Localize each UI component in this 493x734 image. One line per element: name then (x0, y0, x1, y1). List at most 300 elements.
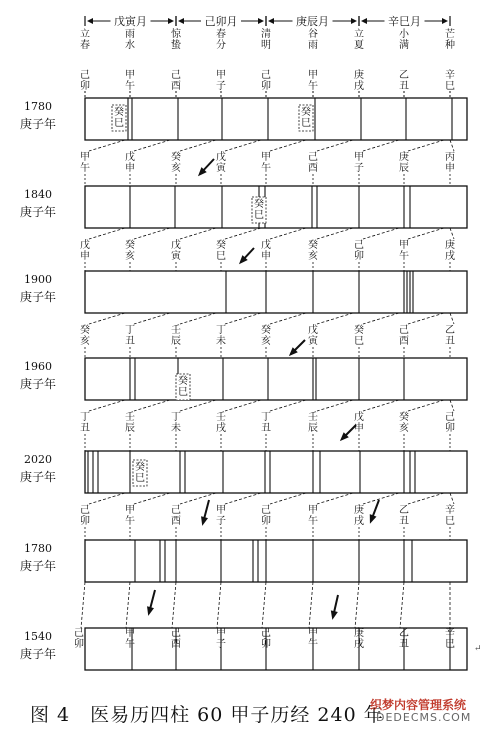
svg-text:戊: 戊 (171, 240, 181, 251)
ganzhi-label (80, 411, 90, 434)
svg-text:巳: 巳 (445, 516, 455, 527)
ganzhi-label (308, 151, 318, 174)
ganzhi-label (399, 324, 409, 347)
month-bracket (266, 14, 359, 28)
ganzhi-label (216, 150, 227, 174)
svg-text:子: 子 (216, 81, 226, 92)
svg-text:1900: 1900 (24, 273, 52, 286)
return-mark: ↵ (474, 644, 482, 654)
svg-text:己: 己 (171, 628, 181, 639)
svg-text:己: 己 (399, 325, 409, 336)
year-box (85, 98, 467, 140)
svg-text:甲: 甲 (261, 152, 271, 163)
guiyi-marker (178, 374, 188, 398)
svg-text:辰: 辰 (171, 336, 181, 347)
svg-text:丁: 丁 (171, 412, 181, 423)
row-year-label (20, 360, 56, 391)
shift-arrow (331, 595, 338, 620)
svg-text:巳: 巳 (445, 81, 455, 92)
figure-caption: 图 4 医易历四柱 60 甲子历经 240 年 (30, 704, 384, 726)
solar-term-label (445, 27, 455, 51)
svg-text:申: 申 (261, 251, 271, 262)
cycle-connector (450, 228, 454, 239)
ganzhi-label (354, 503, 364, 527)
svg-text:亥: 亥 (261, 336, 271, 347)
svg-text:壬: 壬 (171, 325, 181, 336)
svg-text:戊: 戊 (125, 152, 135, 163)
ganzhi-label (399, 69, 409, 92)
solar-term-label (354, 28, 364, 51)
svg-text:甲: 甲 (399, 240, 409, 251)
svg-text:2020: 2020 (24, 453, 52, 466)
svg-text:丑: 丑 (399, 516, 409, 527)
svg-text:庚子年: 庚子年 (19, 647, 57, 661)
ganzhi-label (308, 504, 318, 527)
cycle-connector (89, 400, 125, 411)
guiyi-marker (254, 197, 264, 221)
svg-text:午: 午 (308, 639, 318, 650)
svg-text:乙: 乙 (399, 70, 409, 81)
month-label: 己卯月 (204, 15, 238, 28)
ganzhi-label (445, 503, 455, 527)
svg-text:惊: 惊 (171, 29, 181, 40)
svg-text:庚子年: 庚子年 (19, 377, 57, 391)
svg-text:甲: 甲 (308, 505, 318, 516)
svg-text:己: 己 (171, 505, 181, 516)
cycle-connector (89, 228, 125, 239)
ganzhi-label (354, 151, 364, 174)
shift-arrow (370, 500, 379, 524)
svg-text:甲: 甲 (125, 70, 135, 81)
svg-text:卯: 卯 (80, 81, 90, 92)
svg-text:巳: 巳 (301, 118, 311, 129)
svg-text:寅: 寅 (216, 163, 226, 174)
cycle-connector (408, 400, 444, 411)
ganzhi-label (399, 410, 409, 434)
svg-text:庚子年: 庚子年 (19, 470, 57, 484)
svg-text:庚子年: 庚子年 (19, 559, 57, 573)
svg-text:癸: 癸 (125, 240, 135, 251)
svg-text:午: 午 (308, 516, 318, 527)
svg-text:己: 己 (261, 70, 271, 81)
ganzhi-label (261, 151, 271, 174)
ganzhi-label (216, 627, 226, 650)
svg-text:卯: 卯 (261, 639, 271, 650)
ganzhi-label (445, 151, 455, 174)
cycle-connector (317, 400, 353, 411)
svg-text:丑: 丑 (399, 81, 409, 92)
svg-text:戌: 戌 (354, 639, 364, 650)
svg-text:甲: 甲 (125, 505, 135, 516)
svg-text:戌: 戌 (354, 516, 364, 527)
ganzhi-label (445, 324, 455, 347)
svg-text:立: 立 (354, 29, 364, 40)
cycle-connector (317, 493, 353, 504)
svg-text:癸: 癸 (399, 412, 409, 423)
cycle-connector (363, 228, 399, 239)
svg-text:丁: 丁 (80, 412, 90, 423)
year-box (85, 540, 467, 582)
ganzhi-label (399, 627, 409, 650)
svg-text:午: 午 (125, 516, 135, 527)
svg-text:丑: 丑 (80, 423, 90, 434)
watermark-line-2: DEDECMS.COM (376, 711, 472, 724)
svg-text:寅: 寅 (171, 251, 181, 262)
svg-text:雨: 雨 (308, 40, 318, 51)
svg-text:庚: 庚 (399, 152, 409, 163)
cycle-connector (89, 313, 125, 324)
solar-term-label (261, 27, 271, 51)
svg-text:戊: 戊 (80, 240, 90, 251)
ganzhi-label (171, 69, 181, 92)
svg-text:巳: 巳 (114, 118, 124, 129)
ganzhi-label (216, 504, 226, 527)
svg-text:满: 满 (399, 40, 409, 51)
cycle-connector (363, 493, 399, 504)
svg-text:未: 未 (216, 336, 226, 347)
svg-text:酉: 酉 (171, 81, 181, 92)
ganzhi-label (354, 626, 364, 650)
cycle-connector (180, 140, 216, 151)
month-label: 戊寅月 (114, 15, 147, 28)
svg-text:卯: 卯 (261, 516, 271, 527)
cycle-connector (180, 228, 216, 239)
svg-text:酉: 酉 (399, 336, 409, 347)
year-box (85, 628, 467, 670)
svg-text:春: 春 (216, 29, 226, 40)
ganzhi-label (171, 238, 182, 262)
ganzhi-label (445, 626, 455, 650)
ganzhi-label (125, 69, 135, 92)
svg-text:卯: 卯 (445, 423, 455, 434)
row-year-label (20, 630, 56, 661)
svg-text:酉: 酉 (171, 516, 181, 527)
svg-text:种: 种 (445, 40, 455, 51)
ganzhi-label (261, 323, 271, 347)
row-year-label (20, 100, 56, 131)
shift-arrow (201, 500, 209, 526)
shift-arrow (198, 159, 214, 176)
cycle-connector (363, 400, 399, 411)
svg-text:巳: 巳 (445, 639, 455, 650)
watermark-line-1: 织梦内容管理系统 (370, 698, 467, 712)
svg-text:酉: 酉 (171, 639, 181, 650)
cycle-connector (408, 228, 444, 239)
svg-text:春: 春 (80, 40, 90, 51)
cycle-connector (134, 400, 170, 411)
svg-text:夏: 夏 (354, 40, 364, 51)
svg-text:戌: 戌 (445, 251, 455, 262)
svg-text:午: 午 (261, 163, 271, 174)
shift-arrow (289, 340, 305, 356)
ganzhi-label (171, 150, 181, 174)
svg-text:甲: 甲 (308, 628, 318, 639)
ganzhi-label (308, 627, 318, 650)
svg-text:午: 午 (125, 639, 135, 650)
svg-text:申: 申 (354, 423, 364, 434)
svg-text:辰: 辰 (125, 423, 135, 434)
svg-text:亥: 亥 (125, 251, 135, 262)
svg-text:乙: 乙 (399, 628, 409, 639)
svg-text:癸: 癸 (114, 107, 124, 118)
ganzhi-label (399, 504, 409, 527)
month-label: 庚辰月 (296, 15, 329, 28)
ganzhi-label (125, 324, 135, 347)
svg-text:癸: 癸 (171, 152, 181, 163)
ganzhi-label (354, 68, 364, 92)
svg-text:寅: 寅 (308, 336, 318, 347)
ganzhi-label (216, 69, 226, 92)
row-year-label (20, 273, 56, 304)
cycle-connector (180, 400, 216, 411)
svg-text:1780: 1780 (24, 542, 52, 555)
cycle-connector (270, 400, 306, 411)
svg-text:子: 子 (354, 163, 364, 174)
cycle-connector (134, 493, 170, 504)
cycle-connector (408, 140, 444, 151)
svg-text:巳: 巳 (216, 251, 226, 262)
svg-text:甲: 甲 (216, 70, 226, 81)
cycle-connector (225, 313, 261, 324)
svg-text:戊: 戊 (216, 152, 226, 163)
svg-text:己: 己 (261, 505, 271, 516)
svg-text:巳: 巳 (135, 473, 145, 484)
svg-text:卯: 卯 (261, 81, 271, 92)
ganzhi-label (125, 627, 135, 650)
svg-text:甲: 甲 (125, 628, 135, 639)
svg-text:立: 立 (80, 29, 90, 40)
cycle-connector (225, 400, 261, 411)
ganzhi-label (125, 150, 135, 174)
svg-text:亥: 亥 (399, 423, 409, 434)
svg-text:未: 未 (171, 423, 181, 434)
guiyi-marker (301, 105, 311, 129)
svg-text:己: 己 (354, 240, 364, 251)
solar-term-label (216, 27, 226, 51)
svg-text:卯: 卯 (80, 516, 90, 527)
svg-text:戌: 戌 (216, 423, 226, 434)
svg-text:丁: 丁 (261, 412, 271, 423)
svg-text:巳: 巳 (254, 210, 264, 221)
svg-text:午: 午 (308, 81, 318, 92)
cycle-connector (450, 400, 454, 411)
cycle-connector (363, 313, 399, 324)
solar-term-label (125, 28, 135, 51)
svg-text:庚: 庚 (354, 628, 364, 639)
svg-text:癸: 癸 (354, 325, 364, 336)
svg-text:丑: 丑 (445, 336, 455, 347)
svg-text:辛: 辛 (445, 628, 455, 639)
cycle-connector (134, 313, 170, 324)
shift-arrow (147, 590, 155, 616)
month-bracket (359, 14, 450, 28)
svg-text:癸: 癸 (261, 325, 271, 336)
svg-text:午: 午 (80, 163, 90, 174)
ganzhi-label (261, 504, 271, 527)
ganzhi-label (261, 627, 271, 650)
cycle-connector (270, 228, 306, 239)
svg-text:辰: 辰 (308, 423, 318, 434)
ganzhi-label (354, 323, 364, 347)
svg-text:己: 己 (445, 412, 455, 423)
ganzhi-label (354, 410, 364, 434)
ganzhi-label (125, 504, 135, 527)
ganzhi-label (216, 324, 226, 347)
svg-text:雨: 雨 (125, 29, 135, 40)
ganzhi-label (308, 411, 318, 434)
ganzhi-label (308, 69, 318, 92)
cycle-connector (270, 493, 306, 504)
ganzhi-label (80, 238, 90, 262)
cycle-connector (89, 493, 125, 504)
cycle-connector (225, 140, 261, 151)
ganzhi-label (125, 238, 135, 262)
svg-text:丑: 丑 (261, 423, 271, 434)
row-year-label (20, 453, 56, 484)
svg-text:庚子年: 庚子年 (19, 117, 57, 131)
year-box (85, 358, 467, 400)
cycle-connector (180, 493, 216, 504)
svg-text:甲: 甲 (216, 505, 226, 516)
ganzhi-label (261, 238, 271, 262)
cycle-connector (317, 228, 353, 239)
ganzhi-label (445, 68, 455, 92)
ganzhi-label (399, 239, 409, 262)
cycle-connector (270, 140, 306, 151)
ganzhi-label (171, 411, 181, 434)
svg-text:分: 分 (216, 40, 226, 51)
svg-text:己: 己 (171, 70, 181, 81)
cycle-connector (180, 313, 216, 324)
svg-text:丑: 丑 (125, 336, 135, 347)
month-label: 辛巳月 (388, 15, 421, 28)
cycle-connector (317, 140, 353, 151)
svg-text:明: 明 (261, 40, 271, 51)
ganzhi-label (216, 411, 226, 434)
svg-text:戌: 戌 (354, 81, 364, 92)
svg-text:卯: 卯 (354, 251, 364, 262)
solar-term-label (399, 27, 410, 51)
ganzhi-label (171, 627, 181, 650)
svg-text:子: 子 (216, 639, 226, 650)
row-year-label (20, 188, 56, 219)
cycle-connector (270, 313, 306, 324)
svg-text:戊: 戊 (308, 325, 318, 336)
svg-text:巳: 巳 (354, 336, 364, 347)
svg-text:巳: 巳 (178, 387, 188, 398)
month-bracket (176, 14, 266, 28)
month-bracket (85, 14, 176, 28)
svg-text:甲: 甲 (80, 152, 90, 163)
svg-text:癸: 癸 (301, 107, 311, 118)
row-year-label (20, 542, 56, 573)
svg-text:癸: 癸 (308, 240, 318, 251)
svg-text:己: 己 (80, 70, 90, 81)
svg-text:庚: 庚 (354, 505, 364, 516)
svg-text:1540: 1540 (24, 630, 52, 643)
ganzhi-label (80, 504, 90, 527)
shift-arrow (239, 248, 254, 264)
svg-text:申: 申 (445, 163, 455, 174)
cycle-connector (134, 140, 170, 151)
cycle-connector (225, 228, 261, 239)
svg-text:壬: 壬 (125, 412, 135, 423)
solar-term-label (171, 27, 182, 51)
svg-text:卯: 卯 (74, 639, 84, 650)
svg-text:壬: 壬 (308, 412, 318, 423)
ganzhi-label (261, 411, 271, 434)
svg-text:庚子年: 庚子年 (19, 290, 57, 304)
svg-text:蛰: 蛰 (171, 40, 181, 51)
guiyi-marker (114, 105, 124, 129)
ganzhi-label (354, 239, 364, 262)
solar-term-label (308, 28, 318, 51)
svg-text:子: 子 (216, 516, 226, 527)
cycle-connector (450, 493, 454, 504)
svg-text:辛: 辛 (445, 70, 455, 81)
svg-text:1780: 1780 (24, 100, 52, 113)
solar-term-label (80, 28, 90, 51)
svg-text:癸: 癸 (80, 325, 90, 336)
svg-text:丁: 丁 (216, 325, 226, 336)
cycle-connector (317, 313, 353, 324)
ganzhi-label (125, 411, 135, 434)
svg-text:壬: 壬 (216, 412, 226, 423)
svg-text:癸: 癸 (216, 240, 226, 251)
svg-text:1840: 1840 (24, 188, 52, 201)
ganzhi-label (80, 69, 90, 92)
cycle-connector (450, 140, 454, 151)
svg-text:午: 午 (125, 81, 135, 92)
svg-text:戊: 戊 (261, 240, 271, 251)
svg-text:亥: 亥 (171, 163, 181, 174)
svg-text:申: 申 (125, 163, 135, 174)
svg-text:己: 己 (74, 628, 84, 639)
svg-text:申: 申 (80, 251, 90, 262)
watermark-logo (370, 696, 488, 728)
ganzhi-label (445, 238, 455, 262)
svg-text:癸: 癸 (254, 199, 264, 210)
svg-text:丑: 丑 (399, 639, 409, 650)
ganzhi-label (445, 411, 455, 434)
guiyi-marker (135, 460, 145, 484)
svg-text:清: 清 (261, 29, 271, 40)
svg-text:癸: 癸 (135, 462, 145, 473)
ganzhi-label (399, 150, 409, 174)
svg-text:1960: 1960 (24, 360, 52, 373)
ganzhi-label (308, 238, 318, 262)
svg-text:谷: 谷 (308, 29, 318, 40)
svg-text:癸: 癸 (178, 376, 188, 387)
svg-text:甲: 甲 (216, 628, 226, 639)
svg-text:辰: 辰 (399, 163, 409, 174)
svg-text:亥: 亥 (308, 251, 318, 262)
ganzhi-label (74, 627, 84, 650)
ganzhi-label (171, 504, 181, 527)
cycle-connector (408, 313, 444, 324)
svg-text:丙: 丙 (445, 152, 455, 163)
ganzhi-label (261, 69, 271, 92)
svg-text:芒: 芒 (445, 29, 455, 40)
cycle-connector (89, 140, 125, 151)
svg-text:乙: 乙 (399, 505, 409, 516)
svg-text:甲: 甲 (308, 70, 318, 81)
svg-text:乙: 乙 (445, 325, 455, 336)
cycle-connector (225, 493, 261, 504)
svg-text:小: 小 (399, 29, 409, 40)
svg-text:甲: 甲 (354, 152, 364, 163)
svg-text:辛: 辛 (445, 505, 455, 516)
